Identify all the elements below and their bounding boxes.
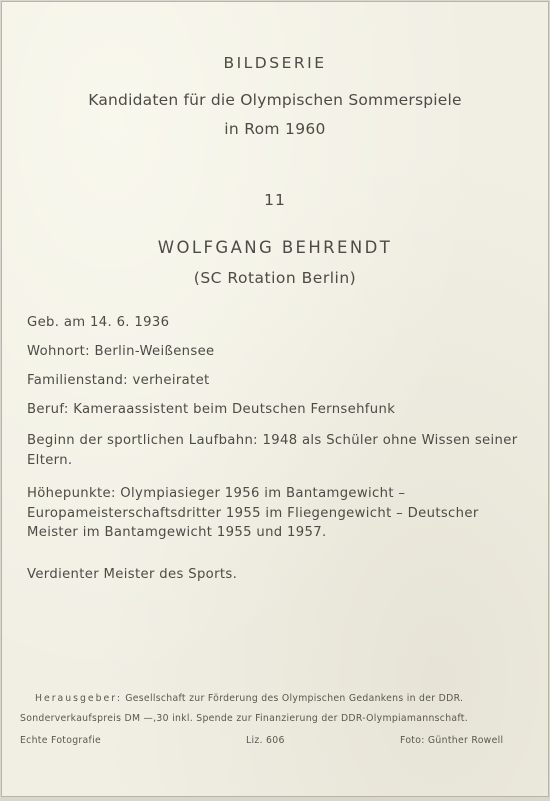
profession: Beruf: Kameraassistent beim Deutschen Fernsehfunk	[27, 402, 396, 417]
license-number: Liz. 606	[246, 735, 285, 746]
athlete-club: (SC Rotation Berlin)	[193, 269, 357, 287]
career-highlights: Höhepunkte: Olympiasieger 1956 im Bantamgewicht – Europameisterschaftsdritter 1955 im Fliegengewicht – Deutscher Meister im Bantamgewicht 1955 und 1957.	[27, 486, 479, 540]
price-line: Sonderverkaufspreis DM —,30 inkl. Spende zur Finanzierung der DDR-Olympiamannschaft.	[20, 713, 469, 724]
athlete-name: WOLFGANG BEHRENDT	[157, 238, 393, 257]
card-number: 11	[264, 191, 286, 209]
photo-type: Echte Fotografie	[20, 735, 102, 746]
photo-credit: Foto: Günther Rowell	[400, 735, 504, 746]
marital-status: Familienstand: verheiratet	[27, 373, 210, 388]
series-subtitle-line1: Kandidaten für die Olympischen Sommerspiele	[88, 91, 462, 109]
publisher-name: Gesellschaft zur Förderung des Olympischen Gedankens in der DDR.	[125, 693, 464, 704]
birth-date: Geb. am 14. 6. 1936	[27, 315, 170, 330]
publisher-label: Herausgeber:	[35, 693, 122, 704]
series-subtitle-line2: in Rom 1960	[224, 120, 326, 138]
publisher-line	[35, 693, 540, 704]
series-title: BILDSERIE	[223, 54, 327, 72]
honor-title: Verdienter Meister des Sports.	[27, 567, 238, 582]
career-start: Beginn der sportlichen Laufbahn: 1948 als Schüler ohne Wissen seiner Eltern.	[27, 433, 518, 468]
residence: Wohnort: Berlin-Weißensee	[27, 344, 215, 359]
photo-card-back	[1, 1, 549, 797]
